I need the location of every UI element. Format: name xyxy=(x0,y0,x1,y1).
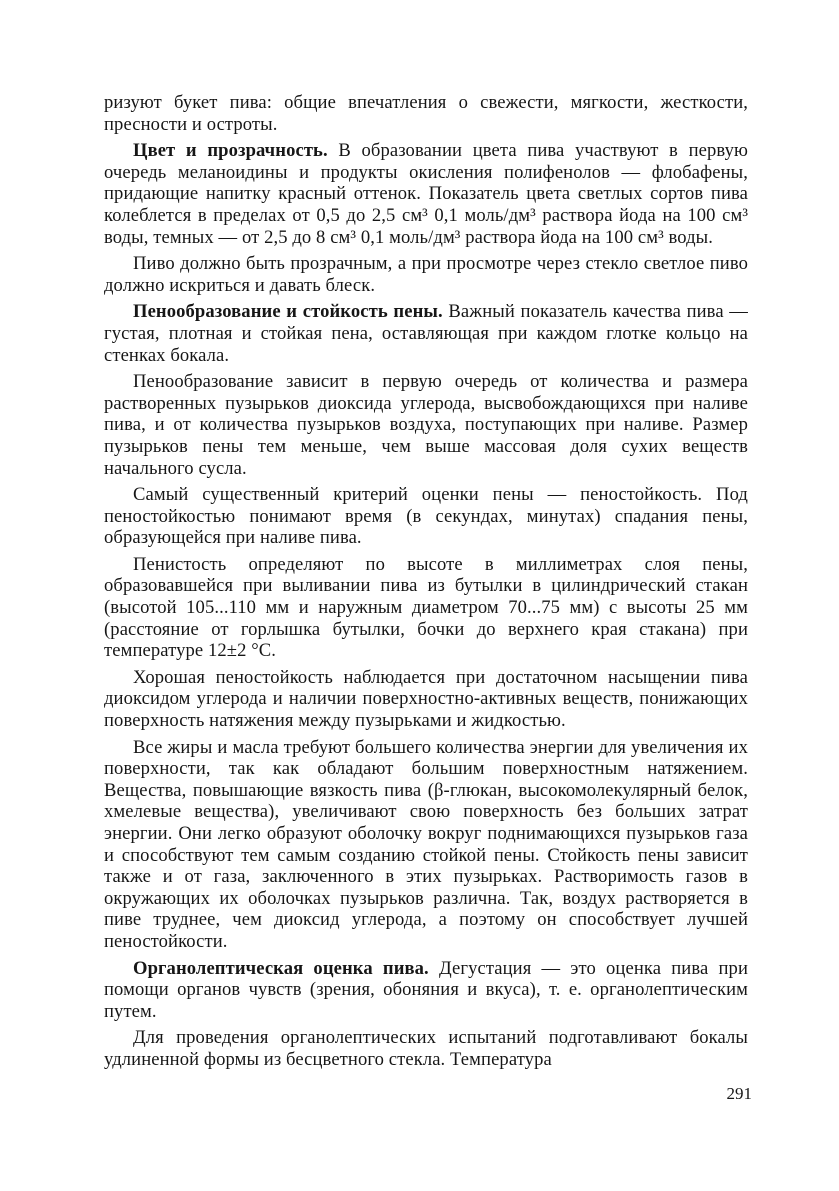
paragraph-text: Пенистость определяют по высоте в миллиметрах слоя пены, образовавшейся при выливании пива из бутылки в цилиндрический стакан (высотой 105...110 мм и наружным диаметром 70...75 мм) с высоты 25 мм (расстояние от горлышка бутылки, бочки до верхнего края стакана) при температуре 12±2 °С. xyxy=(104,553,748,662)
paragraph xyxy=(104,140,748,248)
paragraph xyxy=(104,554,748,662)
paragraph-text: Важный показатель качества пива — густая, плотная и стойкая пена, оставляющая при каждом глотке кольцо на стенках бокала. xyxy=(104,301,748,366)
paragraph-text: Все жиры и масла требуют большего количества энергии для увеличения их поверхности, так как обладают большим поверхностным натяжением. Вещества, повышающие вязкость пива (β-глюкан, высокомолекулярный белок, хмелевые вещества), увеличивают свою поверхность без больших затрат энергии. Они легко образуют оболочку вокруг поднимающихся пузырьков газа и способствуют тем самым созданию стойкой пены. Стойкость пены зависит также и от газа, заключенного в этих пузырьках. Растворимость газов в окружающих их оболочках пузырьков различна. Так, воздух растворяется в пиве труднее, чем диоксид углерода, а поэтому он способствует лучшей пеностойкости. xyxy=(104,736,748,952)
paragraph-text: Самый существенный критерий оценки пены — пеностойкость. Под пеностойкостью понимают время (в секундах, минутах) спадания пены, образующейся при наливе пива. xyxy=(104,484,748,549)
paragraph xyxy=(104,371,748,479)
paragraph xyxy=(104,92,748,135)
page-number: 291 xyxy=(726,1084,752,1103)
paragraph xyxy=(104,958,748,1023)
paragraph-lead: Пенообразование и стойкость пены. xyxy=(133,301,443,323)
paragraph-text: Пиво должно быть прозрачным, а при просмотре через стекло светлое пиво должно искриться и давать блеск. xyxy=(104,253,748,296)
paragraph xyxy=(104,301,748,366)
paragraph-text: ризуют букет пива: общие впечатления о свежести, мягкости, жесткости, пресности и остроты. xyxy=(104,92,748,135)
paragraph xyxy=(104,667,748,732)
paragraph xyxy=(104,484,748,549)
paragraph xyxy=(104,1027,748,1070)
paragraph-text: Дегустация — это оценка пива при помощи органов чувств (зрения, обоняния и вкуса), т. е. органолептическим путем. xyxy=(104,957,748,1022)
paragraph-text: В образовании цвета пива участвуют в первую очередь меланоидины и продукты окисления полифенолов — флобафены, придающие напитку красный оттенок. Показатель цвета светлых сортов пива колеблется в пределах от 0,5 до 2,5 см³ 0,1 моль/дм³ раствора йода на 100 см³ воды, темных — от 2,5 до 8 см³ 0,1 моль/дм³ раствора йода на 100 см³ воды. xyxy=(104,140,748,248)
paragraph-text: Пенообразование зависит в первую очередь от количества и размера растворенных пузырьков диоксида углерода, высвобождающихся при наливе пива, и от количества пузырьков воздуха, поступающих при наливе. Размер пузырьков пены тем меньше, чем выше массовая доля сухих веществ начального сусла. xyxy=(104,371,748,479)
paragraph xyxy=(104,253,748,296)
paragraph-lead: Органолептическая оценка пива. xyxy=(133,957,429,979)
paragraph xyxy=(104,737,748,953)
book-page-text xyxy=(104,92,748,1076)
paragraph-lead: Цвет и прозрачность. xyxy=(133,140,328,162)
paragraph-text: Хорошая пеностойкость наблюдается при достаточном насыщении пива диоксидом углерода и наличии поверхностно-активных веществ, понижающих поверхность натяжения между пузырьками и жидкостью. xyxy=(104,666,748,732)
paragraph-text: Для проведения органолептических испытаний подготавливают бокалы удлиненной формы из бесцветного стекла. Температура xyxy=(104,1027,748,1070)
